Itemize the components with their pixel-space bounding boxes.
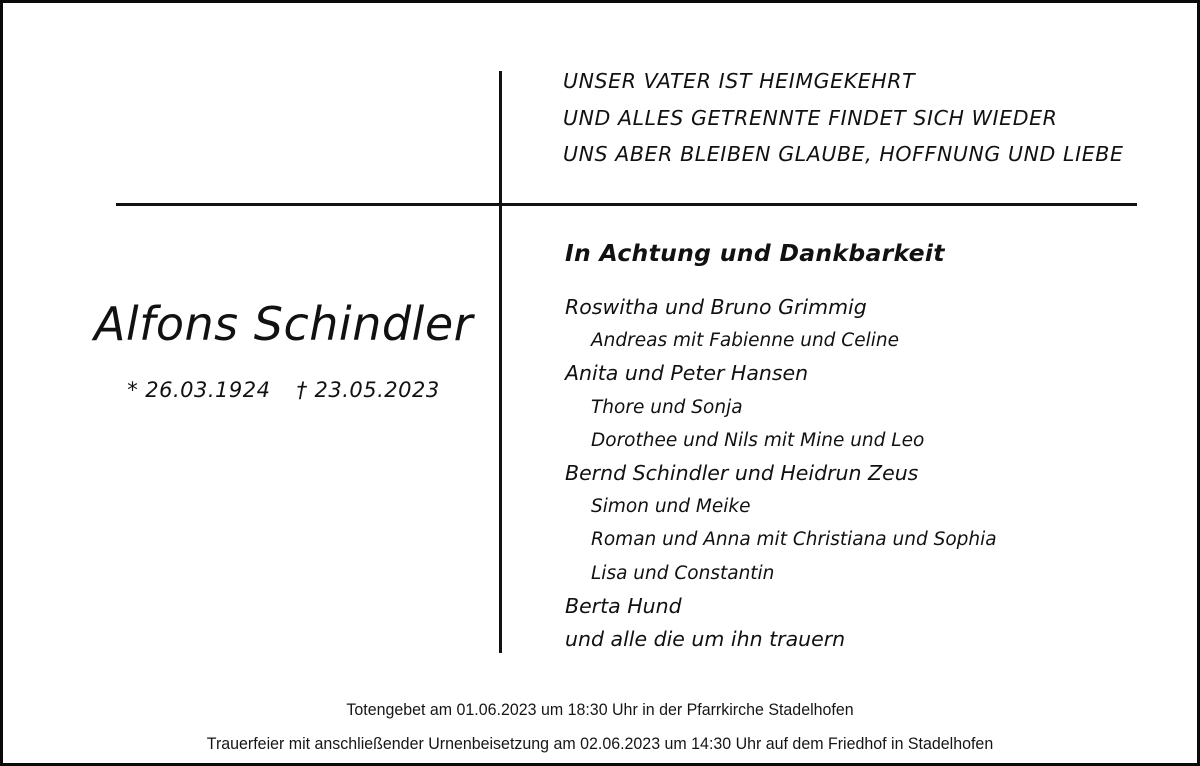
life-dates: [91, 378, 476, 402]
mourner-line: Simon und Meike: [591, 496, 751, 518]
horizontal-divider: [116, 203, 1137, 206]
epigraph-line: UNS ABER BLEIBEN GLAUBE, HOFFNUNG UND LIEBE: [563, 142, 1124, 166]
birth-date: 26.03.1924: [145, 378, 271, 402]
vertical-divider: [499, 71, 502, 653]
epigraph: [563, 63, 1124, 173]
mourner-line: Anita und Peter Hansen: [565, 361, 809, 386]
ceremony-line-totengebet: Totengebet am 01.06.2023 um 18:30 Uhr in der Pfarrkirche Stadelhofen: [346, 700, 854, 719]
mourner-line: Roswitha und Bruno Grimmig: [565, 295, 867, 319]
tribute-heading: In Achtung und Dankbarkeit: [565, 239, 945, 267]
mourner-line: Andreas mit Fabienne und Celine: [591, 330, 899, 352]
death-date: 23.05.2023: [314, 378, 440, 402]
mourner-line: Dorothee und Nils mit Mine und Leo: [591, 429, 925, 451]
epigraph-line: UNSER VATER IST HEIMGEKEHRT: [563, 69, 916, 93]
birth-symbol: *: [127, 378, 139, 402]
mourner-line: Roman und Anna mit Christiana und Sophia: [591, 529, 997, 551]
ceremony-line-trauerfeier: Trauerfeier mit anschließender Urnenbeisetzung am 02.06.2023 um 14:30 Uhr auf dem Friedhof in Stadelhofen: [206, 734, 994, 753]
mourner-line: Bernd Schindler und Heidrun Zeus: [565, 461, 919, 486]
ceremony-info: [3, 693, 1197, 761]
mourner-line: Berta Hund: [565, 593, 682, 618]
epigraph-line: UND ALLES GETRENNTE FINDET SICH WIEDER: [563, 105, 1058, 130]
mourner-list: [565, 291, 1185, 656]
deceased-name: Alfons Schindler: [93, 297, 474, 351]
mourner-line: Lisa und Constantin: [591, 562, 775, 584]
mourner-line: und alle die um ihn trauern: [565, 627, 846, 652]
death-cross-symbol: †: [296, 378, 308, 402]
tribute-section: [565, 239, 1185, 656]
deceased-block: [91, 297, 476, 402]
mourner-line: Thore und Sonja: [591, 396, 743, 418]
